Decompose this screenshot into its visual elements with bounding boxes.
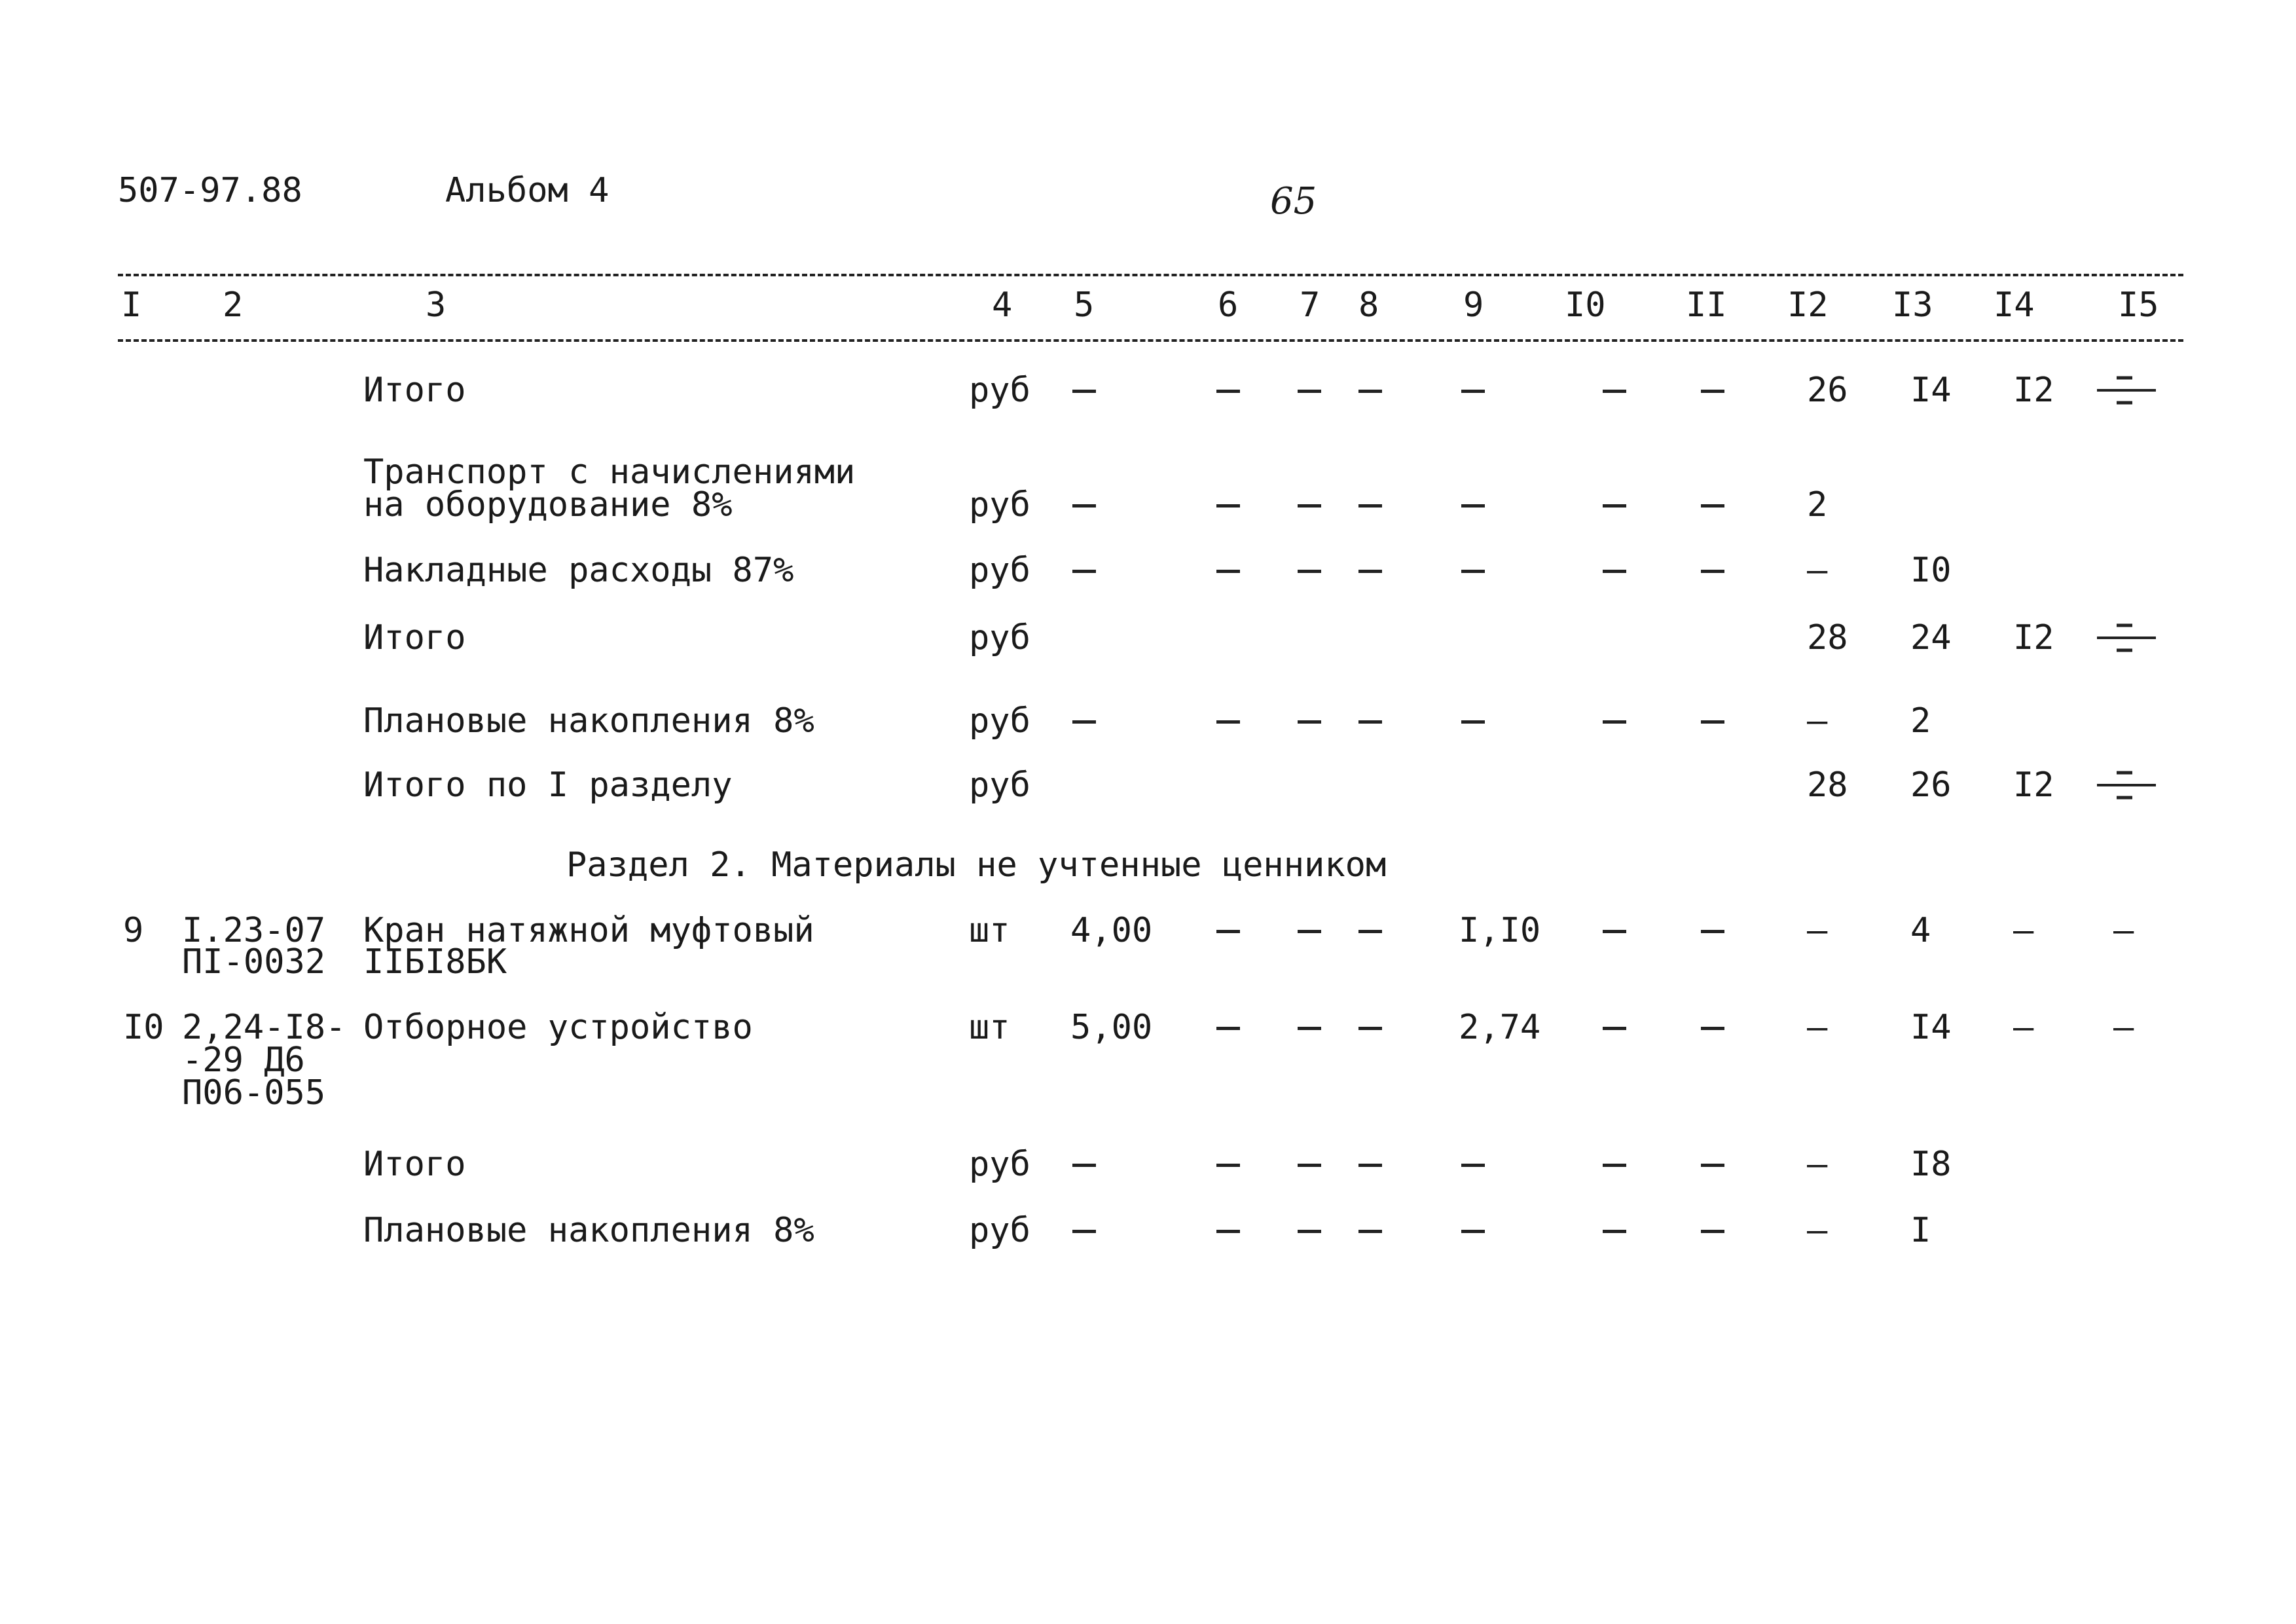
dash-mark [1461, 1230, 1485, 1233]
dash-mark [1216, 390, 1240, 393]
cell-col12: 26 [1807, 371, 1848, 410]
column-number: 4 [992, 286, 1013, 325]
cell-col13: 4 [1910, 911, 1931, 950]
cell-col9: 2,74 [1459, 1008, 1541, 1047]
cell-col12: 28 [1807, 766, 1848, 805]
dash-mark [1072, 390, 1096, 393]
dash-mark [1461, 570, 1485, 573]
dash-mark [1298, 1230, 1321, 1233]
cell-col13: I0 [1910, 551, 1952, 590]
cell-col14: – [2013, 1008, 2034, 1047]
table-row [0, 1008, 2296, 1113]
row-description: Итого [363, 371, 466, 410]
column-number: 5 [1074, 286, 1095, 325]
item-number: 9 [123, 911, 144, 950]
dash-mark [1461, 390, 1485, 393]
cell-col9: I,I0 [1459, 911, 1541, 950]
column-number: 3 [426, 286, 446, 325]
dash-mark [1298, 1164, 1321, 1167]
row-unit: руб [969, 485, 1030, 525]
column-number: I4 [1994, 286, 2035, 325]
dash-mark [1461, 720, 1485, 724]
table-row [0, 911, 2296, 982]
cell-col5: 5,00 [1070, 1008, 1153, 1047]
column-number: 9 [1463, 286, 1484, 325]
row-unit: руб [969, 618, 1030, 657]
column-number: I3 [1892, 286, 1933, 325]
table-row [0, 766, 2296, 805]
dash-mark [1358, 504, 1382, 507]
dash-mark [1603, 504, 1626, 507]
cell-col15: – [2113, 1008, 2134, 1047]
cell-col14: – [2013, 911, 2034, 950]
cell-col13: I4 [1910, 1008, 1952, 1047]
column-number: 7 [1300, 286, 1321, 325]
cell-col14: I2 [2013, 766, 2054, 805]
dash-mark [1358, 1027, 1382, 1030]
dash-mark [1072, 504, 1096, 507]
column-number: I5 [2118, 286, 2159, 325]
column-number: II [1686, 286, 1727, 325]
row-description: Итого по I разделу [363, 766, 733, 805]
row-description: Итого [363, 618, 466, 657]
row-description: Плановые накопления 8% [363, 1211, 814, 1250]
dash-mark [1701, 930, 1724, 933]
dash-mark [1216, 1027, 1240, 1030]
cell-col12: – [1807, 1008, 1828, 1047]
cell-col13: I4 [1910, 371, 1952, 410]
cell-col14: I2 [2013, 371, 2054, 410]
column-number: 2 [223, 286, 244, 325]
cell-col14: I2 [2013, 618, 2054, 657]
cell-col13: 24 [1910, 618, 1952, 657]
divide-mark-icon [2092, 370, 2164, 415]
dash-mark [1358, 390, 1382, 393]
divide-mark-icon [2092, 765, 2164, 810]
dash-mark [1603, 570, 1626, 573]
row-description: Транспорт с начислениями [363, 452, 856, 492]
page-number: 65 [1270, 180, 1317, 223]
row-unit: руб [969, 371, 1030, 410]
dash-mark [1298, 390, 1321, 393]
dash-mark [1358, 1230, 1382, 1233]
item-description: IIБI8БК [363, 942, 507, 982]
document-code: 507-97.88 [118, 171, 302, 210]
dash-mark [1216, 930, 1240, 933]
row-description: на оборудование 8% [363, 485, 733, 525]
dash-mark [1603, 1230, 1626, 1233]
header-top-rule [118, 274, 2183, 276]
dash-mark [1298, 570, 1321, 573]
item-description: Кран натяжной муфтовый [363, 911, 814, 950]
table-row [0, 1145, 2296, 1184]
dash-mark [1298, 720, 1321, 724]
table-row [0, 371, 2296, 410]
column-number: I2 [1787, 286, 1829, 325]
item-code: ПI-0032 [182, 942, 326, 982]
row-description: Итого [363, 1145, 466, 1184]
dash-mark [1358, 930, 1382, 933]
dash-mark [1358, 1164, 1382, 1167]
row-unit: руб [969, 766, 1030, 805]
dash-mark [1298, 504, 1321, 507]
section-title: Раздел 2. Материалы не учтенные ценником [566, 845, 1387, 885]
cell-col15: – [2113, 911, 2134, 950]
table-row [0, 701, 2296, 741]
item-number: I0 [123, 1008, 164, 1047]
dash-mark [1216, 1230, 1240, 1233]
item-description: Отборное устройство [363, 1008, 753, 1047]
column-number: I0 [1565, 286, 1606, 325]
item-code: -29 Д6 [182, 1041, 305, 1080]
row-description: Плановые накопления 8% [363, 701, 814, 741]
cell-col13: I [1910, 1211, 1931, 1250]
dash-mark [1701, 390, 1724, 393]
dash-mark [1216, 1164, 1240, 1167]
dash-mark [1072, 1164, 1096, 1167]
dash-mark [1701, 720, 1724, 724]
table-row [0, 452, 2296, 525]
dash-mark [1072, 1230, 1096, 1233]
column-number-row [0, 286, 2296, 325]
dash-mark [1072, 720, 1096, 724]
column-number: I [121, 286, 142, 325]
dash-mark [1358, 570, 1382, 573]
dash-mark [1701, 1027, 1724, 1030]
cell-col12: – [1807, 1145, 1828, 1184]
row-description: Накладные расходы 87% [363, 551, 794, 590]
column-number: 8 [1358, 286, 1379, 325]
column-number: 6 [1218, 286, 1239, 325]
cell-col12: – [1807, 701, 1828, 741]
dash-mark [1461, 504, 1485, 507]
item-code: 2,24-I8- [182, 1008, 346, 1047]
header-bottom-rule [118, 339, 2183, 342]
table-row [0, 551, 2296, 590]
item-unit: шт [969, 1008, 1010, 1047]
cell-col13: 2 [1910, 701, 1931, 741]
dash-mark [1603, 720, 1626, 724]
dash-mark [1461, 1164, 1485, 1167]
row-unit: руб [969, 1211, 1030, 1250]
dash-mark [1216, 504, 1240, 507]
cell-col12: 28 [1807, 618, 1848, 657]
dash-mark [1603, 1027, 1626, 1030]
cell-col12: – [1807, 1211, 1828, 1250]
dash-mark [1216, 570, 1240, 573]
dash-mark [1358, 720, 1382, 724]
dash-mark [1701, 1230, 1724, 1233]
dash-mark [1216, 720, 1240, 724]
cell-col13: I8 [1910, 1145, 1952, 1184]
table-row [0, 1211, 2296, 1250]
cell-col5: 4,00 [1070, 911, 1153, 950]
dash-mark [1603, 930, 1626, 933]
cell-col12: – [1807, 551, 1828, 590]
dash-mark [1701, 1164, 1724, 1167]
dash-mark [1701, 504, 1724, 507]
divide-mark-icon [2092, 618, 2164, 663]
cell-col12: 2 [1807, 485, 1828, 525]
row-unit: руб [969, 1145, 1030, 1184]
dash-mark [1298, 930, 1321, 933]
dash-mark [1603, 1164, 1626, 1167]
row-unit: руб [969, 701, 1030, 741]
dash-mark [1701, 570, 1724, 573]
item-unit: шт [969, 911, 1010, 950]
dash-mark [1298, 1027, 1321, 1030]
row-unit: руб [969, 551, 1030, 590]
item-code: П06-055 [182, 1073, 326, 1113]
album-label: Альбом 4 [445, 171, 610, 210]
dash-mark [1603, 390, 1626, 393]
cell-col13: 26 [1910, 766, 1952, 805]
dash-mark [1072, 570, 1096, 573]
cell-col12: – [1807, 911, 1828, 950]
item-code: I.23-07 [182, 911, 326, 950]
